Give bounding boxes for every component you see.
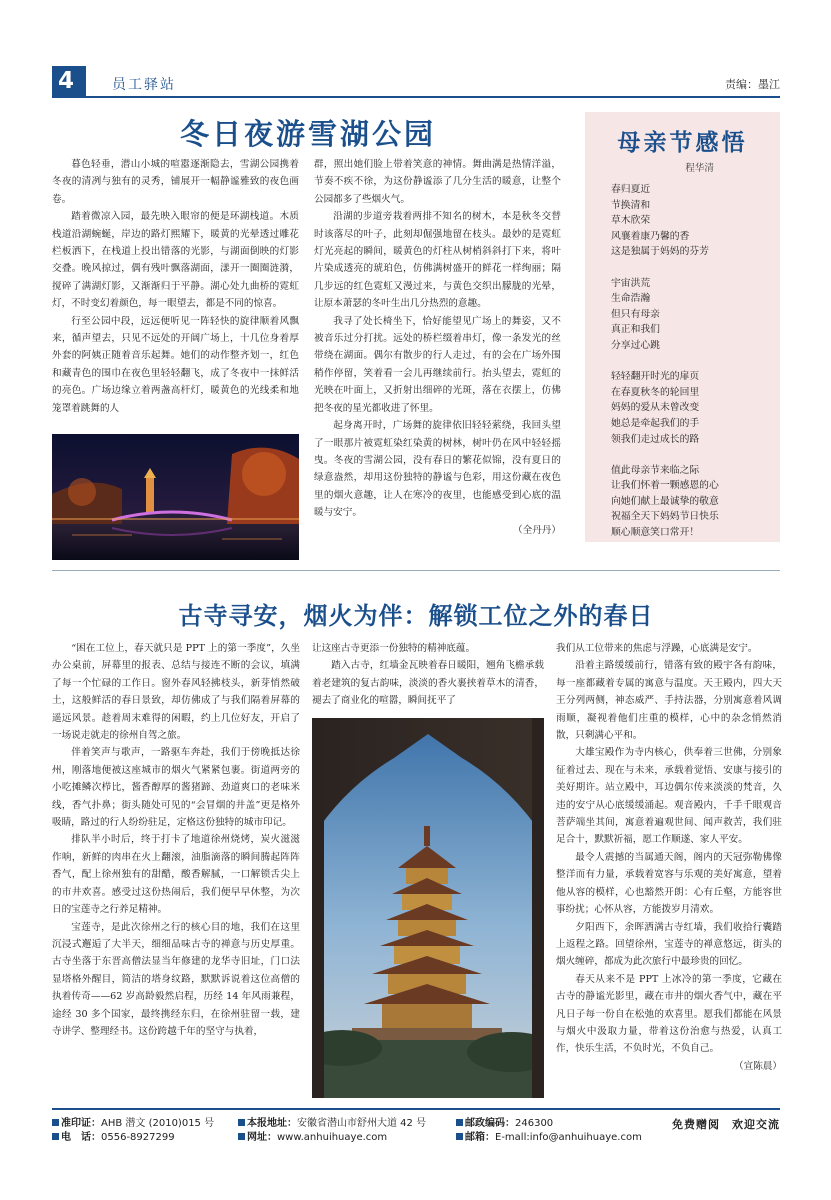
footer-postcode: 邮政编码：246300 <box>456 1114 553 1129</box>
footer-rule <box>52 1108 780 1110</box>
paragraph: 群，照出她们脸上带着笑意的神情。舞曲满是热情洋溢，节奏不疾不徐，为这份静谧添了几分生活的暖意，让整个公园都多了些烟火气。 <box>314 159 561 205</box>
paragraph: 行至公园中段，远远便听见一阵轻快的旋律顺着风飘来，循声望去，只见不远处的开阔广场上，十几位身着厚外套的阿姨正随着音乐起舞。她们的动作整齐划一，红色和藏青色的围巾在夜色里轻轻翻飞，成了冬夜中一抹鲜活的亮色。广场边缘立着两盏高杆灯，暖黄色的光线柔和地笼罩着跳舞的人 <box>52 315 299 414</box>
poem-line: 领我们走过成长的路 <box>611 433 700 445</box>
poem-line: 风襄着康乃馨的香 <box>611 230 690 242</box>
poem-line: 轻轻翻开时光的扉页 <box>611 371 700 383</box>
page-header <box>52 66 780 98</box>
poem-line: 在春夏秋冬的轮回里 <box>611 386 700 398</box>
poem-title: 母亲节感悟 <box>617 129 748 156</box>
poem-line: 春归夏近 <box>611 184 651 195</box>
poem-line: 让我们怀着一颗感恩的心 <box>611 480 719 492</box>
article1-column-1 <box>52 156 299 417</box>
poem-line: 但只有母亲 <box>611 308 660 320</box>
paragraph: 宝莲寺，是此次徐州之行的核心目的地，我们在这里沉浸式邂逅了大半天，细细品味古寺的禅意与历史厚重。古寺坐落于东晋高僧法显当年修建的龙华寺旧址，门口法显塔格外醒目，简洁的塔身纹路，默默诉说着这位高僧的执着传奇——62 岁高龄毅然启程，历经 14 年风雨兼程，途经 30 多个国家，最终携经东归，在徐州驻留一载，建寺讲学、整理经书。这份跨越千年的坚守与执着， <box>52 921 300 1037</box>
paragraph: “困在工位上，春天就只是 PPT 上的第一季度”，久坐办公桌前，屏幕里的报表、总结与接连不断的会议，填满了每一个忙碌的工作日。窗外春风轻拂枝头，新芽悄然破土，这般鲜活的春日景致，却仿佛成了与我们隔着屏幕的遥远风景。趁着周末难得的闲暇，约上几位好友，开启了一场说走就走的徐州自驾之旅。 <box>52 643 300 742</box>
page-number: 4 <box>58 68 75 94</box>
paragraph: 起身离开时，广场舞的旋律依旧轻轻萦绕，我回头望了一眼那片被霓虹染红染黄的树林，树叶仍在风中轻轻摇曳。冬夜的雪湖公园，没有春日的繁花似锦，没有夏日的绿意盎然，却用这份独特的静谧与色彩，用这份藏在夜色里的烟火意趣，让人在寒冷的夜里，也能感受到心底的温暖与安宁。 <box>314 420 561 519</box>
poem-body <box>611 182 771 556</box>
section-divider <box>52 570 780 571</box>
paragraph: 最令人震撼的当属通天阁，阁内的天冠弥勒佛像整洋而有力量，承载着宽容与乐观的美好寓意，望着他从容的模样，心也豁然开朗：心有丘壑，方能容世事纷扰；心怀从容，方能拨岁月清欢。 <box>556 851 782 916</box>
paragraph: 我们从工位带来的焦虑与浮躁，心底满是安宁。 <box>556 643 758 654</box>
poem-stanza <box>611 276 771 354</box>
footer-address: 本报地址：安徽省潜山市舒州大道 42 号 <box>238 1114 426 1129</box>
paragraph: 伴着笑声与歌声，一路驱车奔赴，我们于傍晚抵达徐州，刚落地便被这座城市的烟火气紧紧包裹。街道两旁的小吃摊鳞次栉比，酱香醇厚的酱猪蹄、劲道爽口的老味米线，香气扑鼻；街头随处可见的“会冒烟的井盖”更是格外吸睛，路过的行人纷纷驻足，定格这份独特的城市印记。 <box>52 747 300 829</box>
header-rule <box>52 96 780 98</box>
poem-author: 程华清 <box>685 163 714 174</box>
poem-line: 节换清和 <box>611 199 651 211</box>
poem-line: 妈妈的爱从未曾改变 <box>611 402 700 414</box>
page-number-tab <box>52 66 86 96</box>
poem-line: 祝福全天下妈妈节日快乐 <box>611 511 719 523</box>
paragraph: 夕阳西下，余晖洒满古寺红墙，我们收拾行囊踏上返程之路。回望徐州，宝莲寺的禅意悠远，街头的烟火缠碎，都成为此次旅行中最珍贵的回忆。 <box>556 921 782 968</box>
article1-title: 冬日夜游雪湖公园 <box>179 117 436 151</box>
poem-line: 真正和我们 <box>611 324 660 336</box>
article2-column-2 <box>312 640 544 710</box>
paragraph: 排队半小时后，终于打卡了地道徐州烧烤，炭火滋滋作响，新鲜的肉串在火上翻滚，油脂滴落的瞬间腾起阵阵香气，配上徐州独有的甜醋，酸香解腻，一口解锁舌尖上的市井欢喜。感受过这份热闹后，我们便早早休整，为次日的宝莲寺之行养足精神。 <box>52 834 300 916</box>
bullet-square-icon <box>52 1133 59 1140</box>
poem-stanza <box>611 182 771 260</box>
poem-line: 她总是牵起我们的手 <box>611 417 700 429</box>
paragraph: 踏入古寺，红墙金瓦映着春日暖阳，翘角飞檐承载着老建筑的复古韵味，淡淡的香火裹挟着草木的清香，褪去了商业化的喧嚣，瞬间抚平了 <box>312 660 544 707</box>
article1-byline: （全丹丹） <box>513 524 561 536</box>
poem-stanza <box>611 463 771 541</box>
paragraph: 暮色轻垂，潜山小城的喧嚣逐渐隐去，雪湖公园携着冬夜的清冽与独有的灵秀，铺展开一幅静谧雅致的夜色画卷。 <box>52 159 299 205</box>
paragraph: 我寻了处长椅坐下，恰好能望见广场上的舞姿，又不被音乐过分打扰。远处的桥栏缀着串灯，像一条发光的丝带绕在湖面。偶尔有散步的行人走过，有的会在广场外围稍作停留，笑着看一会儿再继续前行。抬头望去，霓虹的光映在叶面上，又折射出细碎的光斑，落在衣摆上，仿佛把冬夜的星光都收进了怀里。 <box>314 315 561 414</box>
article1-column-2 <box>314 156 561 539</box>
article2-title: 古寺寻安，烟火为伴：解锁工位之外的春日 <box>178 601 654 630</box>
poem-line: 分享过心跳 <box>611 339 660 351</box>
poem-line: 顺心顺意笑口常开！ <box>611 527 700 539</box>
footer-phone: 电 话：0556-8927299 <box>52 1128 175 1143</box>
footer-website: 网址：www.anhuihuaye.com <box>238 1128 387 1143</box>
poem-sidebar <box>585 112 780 542</box>
paragraph: 春天从来不是 PPT 上冰冷的第一季度，它藏在古寺的静谧光影里，藏在市井的烟火香气中，藏在平凡日子每一份自在松弛的欢喜里。愿我们都能在风景与烟火中汲取力量，带着这份治愈与热爱，认真工作，快乐生活，不负时光，不负自己。 <box>556 973 782 1055</box>
bullet-square-icon <box>456 1133 463 1140</box>
footer-slogan: 免费赠阅 欢迎交流 <box>672 1118 780 1131</box>
poem-line: 值此母亲节来临之际 <box>611 464 700 476</box>
article2-column-1 <box>52 640 300 1040</box>
paragraph: 沿着主路缓缓前行，错落有致的殿宇各有韵味，每一座都藏着专属的寓意与温度。天王殿内，四大天王分列两侧，神态威严、手持法器，分别寓意着风调雨顺，凝视着他们庄重的模样，心中的杂念悄然消散，只剩满心平和。 <box>556 660 782 742</box>
article2-column-3 <box>556 640 782 1075</box>
poem-line: 向她们献上最诚挚的敬意 <box>611 495 719 507</box>
bullet-square-icon <box>52 1119 59 1126</box>
paragraph: 让这座古寺更添一份独特的精神底蕴。 <box>312 643 476 654</box>
bullet-square-icon <box>238 1133 245 1140</box>
poem-stanza <box>611 369 771 447</box>
paragraph: 大雄宝殿作为寺内核心，供奉着三世佛，分别象征着过去、现在与未来，承载着觉悟、安康与接引的美好期许。站立殿中，耳边偶尔传来淡淡的梵音，久违的安宁从心底缓缓涌起。观音殿内，千手千眼观音菩萨端坐其间，寓意着遍观世间、闻声救苦，我们驻足合十，默默祈福，愿工作顺遂、家人平安。 <box>556 747 782 846</box>
paragraph: 踏着微凉入园，最先映入眼帘的便是环湖栈道。木质栈道沿湖蜿蜒，岸边的路灯熙耀下，暖黄的光晕透过雕花栏板洒下，在栈道上投出错落的光影，与湖面倒映的灯影交叠。晚风掠过，偶有残叶飘落湖面，漾开一圈圈涟漪，搅碎了满湖灯影，又渐渐归于平静。湖心处九曲桥的霓虹灯，不时变幻着颜色，每一眼望去，都是不同的惊喜。 <box>52 211 299 310</box>
article2-byline: （宣陈晨） <box>734 1060 782 1072</box>
paragraph: 沿湖的步道旁栽着两排不知名的树木，本是秋冬交替时该落尽的叶子，此刻却倔强地留在枝头。最妙的是霓虹灯光亮起的瞬间，暖黄色的灯柱从树梢斜斜打下来，将叶片染成透亮的琥珀色，仿佛满树盛开的鲜花一样绚丽；隔几步远的红色霓虹又漫过来，与黄色交织出朦胧的光晕，让原本萧瑟的冬叶生出几分热烈的意趣。 <box>314 211 561 310</box>
pagoda-photo <box>312 718 544 1098</box>
editor-credit: 责编：墨江 <box>725 78 780 91</box>
poem-line: 这是独属于妈妈的芬芳 <box>611 246 709 258</box>
bullet-square-icon <box>238 1119 245 1126</box>
bullet-square-icon <box>456 1119 463 1126</box>
footer-email: 邮箱：E-mall:info@anhuihuaye.com <box>456 1128 642 1143</box>
poem-line: 宇宙洪荒 <box>611 277 651 289</box>
section-name: 员工驿站 <box>112 77 176 93</box>
footer-permit: 准印证：AHB 潜文 (2010)015 号 <box>52 1114 214 1129</box>
night-lake-photo <box>52 434 299 560</box>
poem-line: 草木欣荣 <box>611 215 651 227</box>
poem-line: 生命浩瀚 <box>611 293 651 305</box>
